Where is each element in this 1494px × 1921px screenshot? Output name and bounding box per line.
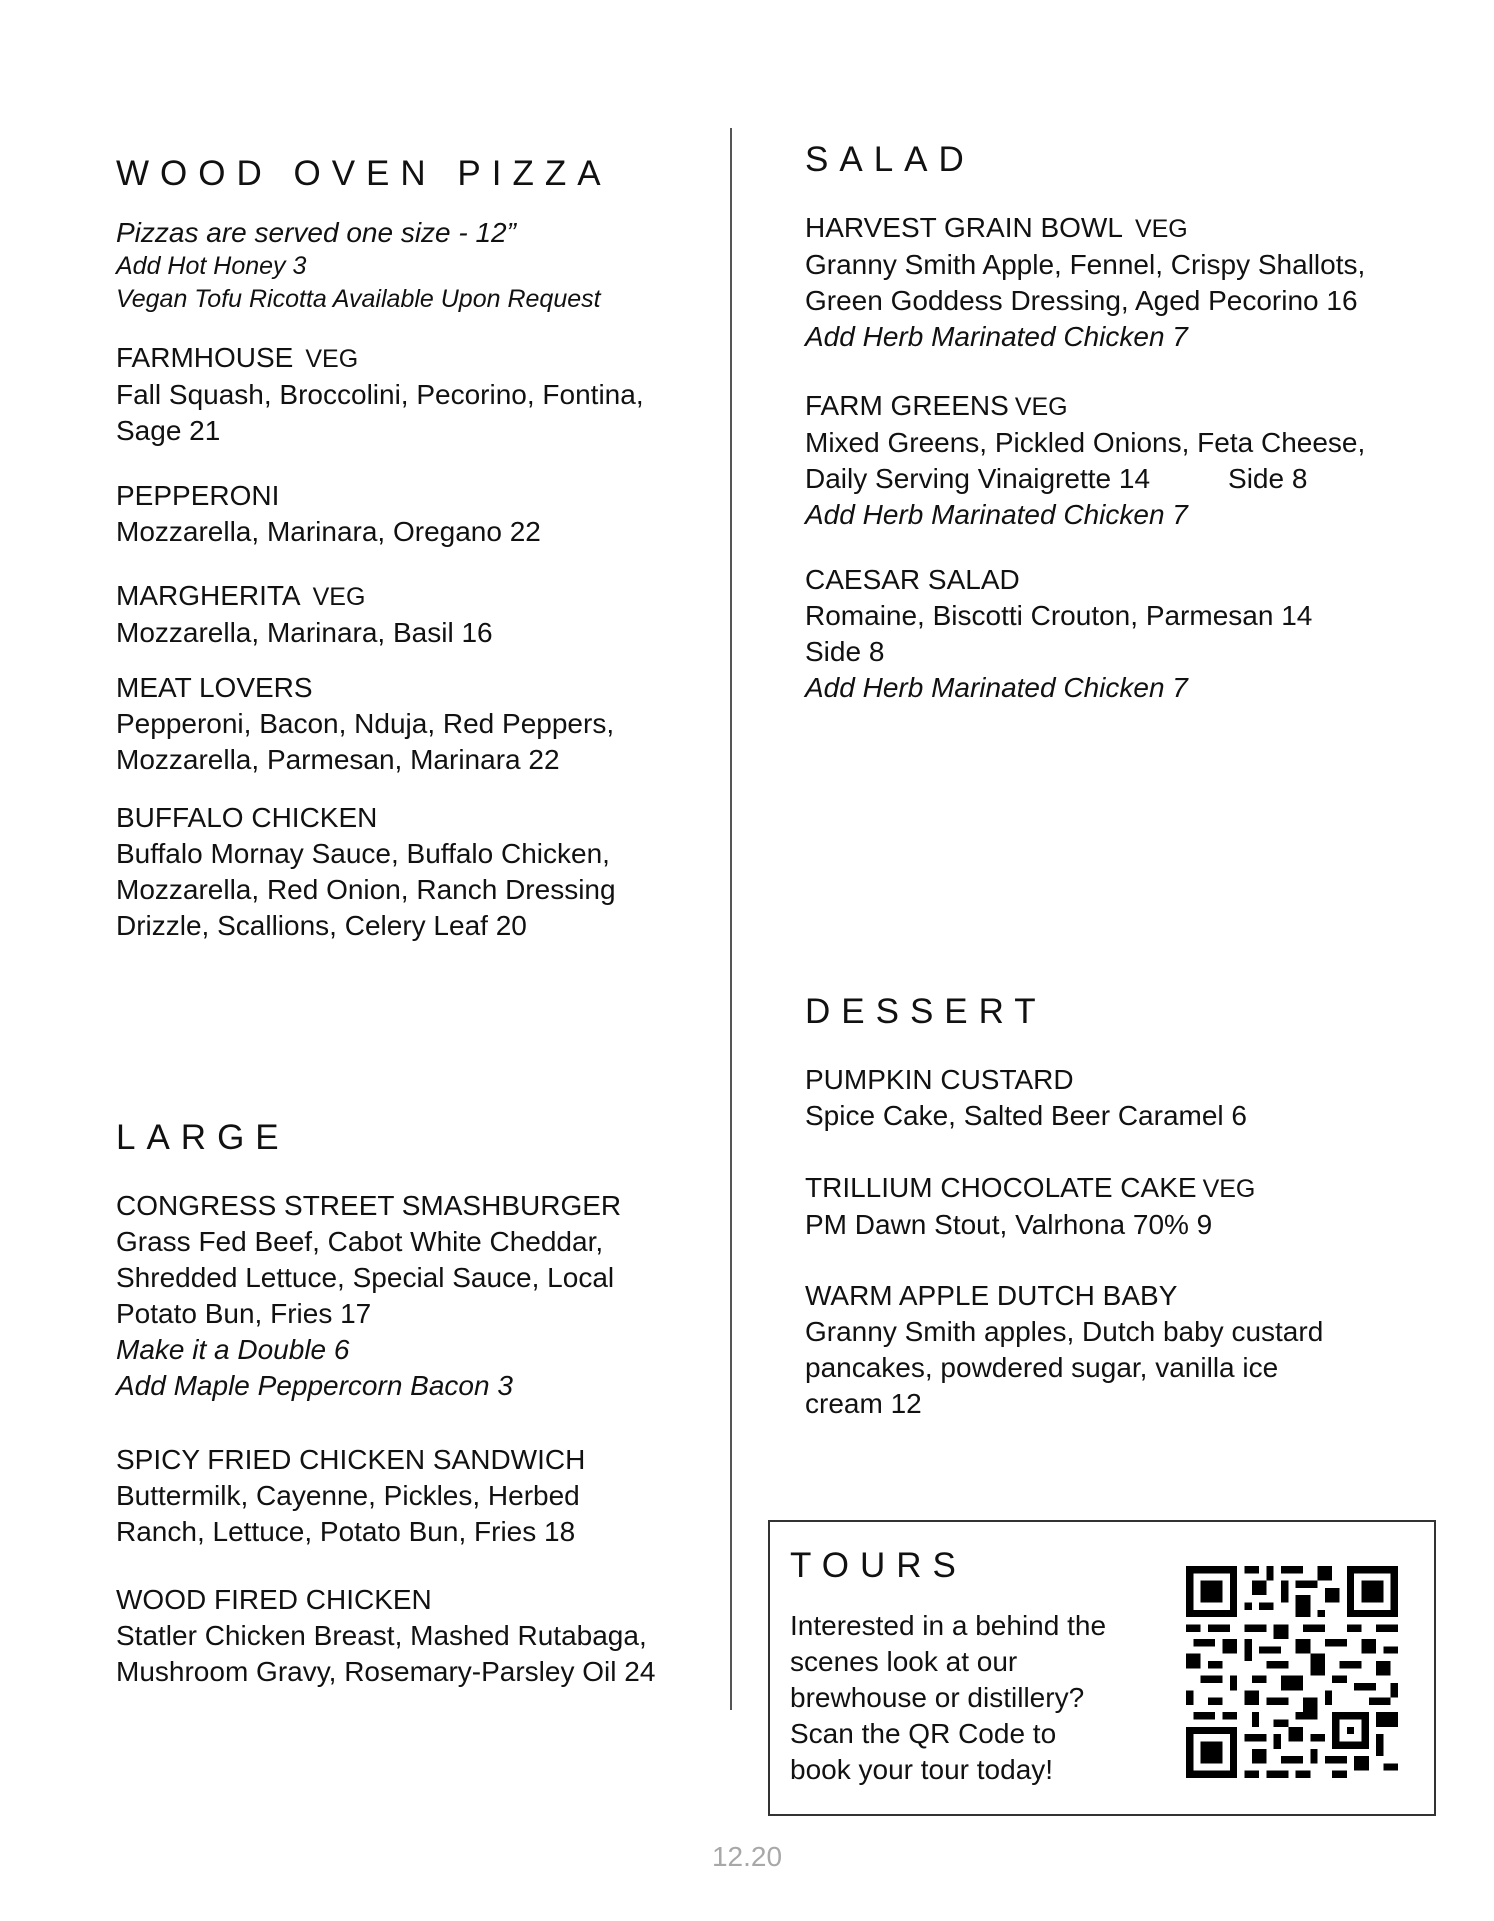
- salad-section: [805, 142, 1425, 722]
- item-description: Buffalo Mornay Sauce, Buffalo Chicken,: [116, 838, 610, 869]
- item-name: SPICY FRIED CHICKEN SANDWICH: [116, 1444, 586, 1475]
- menu-item-pepperoni: [116, 478, 716, 550]
- item-description: Statler Chicken Breast, Mashed Rutabaga,: [116, 1620, 647, 1651]
- veg-tag: VEG: [1202, 1175, 1256, 1203]
- pizza-vegan-note: Vegan Tofu Ricotta Available Upon Request: [116, 285, 601, 313]
- item-description: Sage 21: [116, 415, 221, 446]
- menu-item-meat-lovers: [116, 670, 716, 778]
- item-name: MEAT LOVERS: [116, 672, 313, 703]
- tours-line: brewhouse or distillery?: [790, 1682, 1085, 1713]
- item-name: MARGHERITA: [116, 580, 301, 611]
- menu-item-harvest-grain-bowl: [805, 210, 1425, 355]
- item-description: Drizzle, Scallions, Celery Leaf 20: [116, 910, 527, 941]
- item-description: Romaine, Biscotti Crouton, Parmesan 14: [805, 600, 1313, 631]
- item-description: Fall Squash, Broccolini, Pecorino, Fontina,: [116, 379, 644, 410]
- item-name: BUFFALO CHICKEN: [116, 802, 378, 833]
- tours-title: TOURS: [790, 1546, 967, 1585]
- menu-item-farm-greens: [805, 388, 1425, 533]
- item-addon: Add Herb Marinated Chicken 7: [805, 321, 1188, 352]
- item-addon: Add Herb Marinated Chicken 7: [805, 499, 1188, 530]
- column-divider: [730, 128, 732, 1710]
- item-description: Mozzarella, Red Onion, Ranch Dressing: [116, 874, 616, 905]
- dessert-title: DESSERT: [805, 992, 1047, 1031]
- item-description: Mozzarella, Parmesan, Marinara 22: [116, 744, 560, 775]
- side-price: Side 8: [1228, 463, 1308, 494]
- item-name: CAESAR SALAD: [805, 564, 1020, 595]
- item-name: WOOD FIRED CHICKEN: [116, 1584, 432, 1615]
- pizza-notes: [116, 216, 716, 316]
- item-name: HARVEST GRAIN BOWL: [805, 212, 1123, 243]
- item-description: PM Dawn Stout, Valrhona 70% 9: [805, 1209, 1213, 1240]
- tours-line: scenes look at our: [790, 1646, 1018, 1677]
- item-description: cream 12: [805, 1388, 922, 1419]
- veg-tag: VEG: [305, 345, 359, 373]
- item-description: pancakes, powdered sugar, vanilla ice: [805, 1352, 1279, 1383]
- item-addon: Add Herb Marinated Chicken 7: [805, 672, 1188, 703]
- item-addon: Add Maple Peppercorn Bacon 3: [116, 1370, 513, 1401]
- page-number: 12.20: [711, 1841, 783, 1872]
- item-name: PUMPKIN CUSTARD: [805, 1064, 1074, 1095]
- item-name: WARM APPLE DUTCH BABY: [805, 1280, 1178, 1311]
- veg-tag: VEG: [1134, 215, 1188, 243]
- tours-text: [790, 1608, 1150, 1788]
- menu-item-caesar-salad: [805, 562, 1425, 706]
- qr-code-icon[interactable]: [1186, 1566, 1398, 1778]
- item-name: CONGRESS STREET SMASHBURGER: [116, 1190, 622, 1221]
- menu-item-buffalo-chicken: [116, 800, 716, 944]
- dessert-section: [805, 994, 1425, 1434]
- item-name: TRILLIUM CHOCOLATE CAKE: [805, 1172, 1197, 1203]
- salad-title: SALAD: [805, 140, 975, 179]
- item-description: Ranch, Lettuce, Potato Bun, Fries 18: [116, 1516, 576, 1547]
- pizza-honey-note: Add Hot Honey 3: [116, 252, 307, 280]
- pizza-size-note: Pizzas are served one size - 12”: [116, 217, 516, 248]
- menu-item-spicy-fried-chicken: [116, 1442, 716, 1550]
- item-description: Spice Cake, Salted Beer Caramel 6: [805, 1100, 1247, 1131]
- item-description: Grass Fed Beef, Cabot White Cheddar,: [116, 1226, 604, 1257]
- item-description: Side 8: [805, 636, 885, 667]
- item-description: Mozzarella, Marinara, Oregano 22: [116, 516, 541, 547]
- veg-tag: VEG: [1014, 393, 1068, 421]
- item-name: FARM GREENS: [805, 390, 1009, 421]
- menu-item-margherita: [116, 578, 716, 651]
- veg-tag: VEG: [312, 583, 366, 611]
- item-description: Potato Bun, Fries 17: [116, 1298, 372, 1329]
- tours-line: book your tour today!: [790, 1754, 1054, 1785]
- item-description: Pepperoni, Bacon, Nduja, Red Peppers,: [116, 708, 615, 739]
- item-addon: Make it a Double 6: [116, 1334, 350, 1365]
- item-description: Mushroom Gravy, Rosemary-Parsley Oil 24: [116, 1656, 656, 1687]
- pizza-section: [116, 150, 716, 950]
- tours-box: [768, 1520, 1436, 1816]
- menu-item-warm-apple-dutch-baby: [805, 1278, 1425, 1422]
- item-description: Mozzarella, Marinara, Basil 16: [116, 617, 493, 648]
- item-name: PEPPERONI: [116, 480, 280, 511]
- item-description: Daily Serving Vinaigrette 14: [805, 463, 1151, 494]
- menu-item-trillium-chocolate-cake: [805, 1170, 1425, 1243]
- item-description: Mixed Greens, Pickled Onions, Feta Cheese,: [805, 427, 1366, 458]
- item-description: Granny Smith Apple, Fennel, Crispy Shallots,: [805, 249, 1366, 280]
- item-description: Shredded Lettuce, Special Sauce, Local: [116, 1262, 615, 1293]
- item-description: Green Goddess Dressing, Aged Pecorino 16: [805, 285, 1358, 316]
- pizza-title: WOOD OVEN PIZZA: [116, 154, 612, 193]
- menu-item-farmhouse: [116, 340, 716, 449]
- tours-line: Scan the QR Code to: [790, 1718, 1057, 1749]
- menu-item-smashburger: [116, 1188, 716, 1404]
- item-description: Buttermilk, Cayenne, Pickles, Herbed: [116, 1480, 580, 1511]
- large-section: [116, 1120, 716, 1720]
- menu-item-pumpkin-custard: [805, 1062, 1425, 1134]
- item-name: FARMHOUSE: [116, 342, 294, 373]
- menu-item-wood-fired-chicken: [116, 1582, 716, 1690]
- large-title: LARGE: [116, 1118, 290, 1157]
- item-description: Granny Smith apples, Dutch baby custard: [805, 1316, 1324, 1347]
- tours-line: Interested in a behind the: [790, 1610, 1107, 1641]
